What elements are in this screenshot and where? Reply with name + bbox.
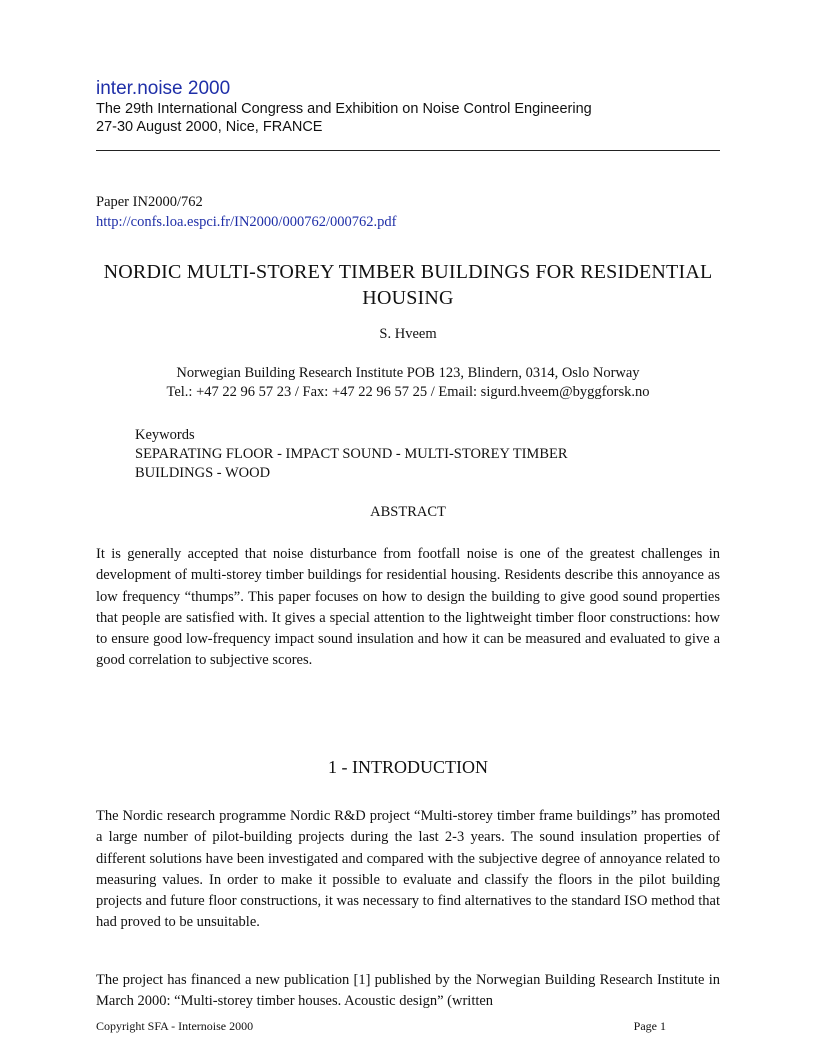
introduction-paragraph-2: The project has financed a new publication [1] published by the Norwegian Building Research Institute in March 2000: “Multi-storey timber houses. Acoustic design” (written — [96, 972, 720, 1010]
abstract-text: It is generally accepted that noise disturbance from footfall noise is one of the greatest challenges in development of multi-storey timber buildings for residential housing. Residents describe this annoyance as low frequency “thumps”. This paper focuses on how to design the building to give good sound properties that people are satisfied with. It gives a special attention to the lightweight timber floor constructions: how to ensure good low-frequency impact sound insulation and how it can be measured and evaluated to give a good correlation to subjective scores. — [96, 546, 720, 669]
header-divider — [96, 150, 720, 151]
conference-name: inter.noise 2000 — [96, 78, 231, 99]
paper-author: S. Hveem — [379, 326, 437, 342]
keywords-line-1: SEPARATING FLOOR - IMPACT SOUND - MULTI-STOREY TIMBER — [135, 446, 568, 462]
paper-title: NORDIC MULTI-STOREY TIMBER BUILDINGS FOR RESIDENTIAL HOUSING — [103, 261, 713, 309]
keywords-block — [135, 426, 695, 483]
conference-dates: 27-30 August 2000, Nice, FRANCE — [96, 119, 323, 135]
conference-subtitle: The 29th International Congress and Exhibition on Noise Control Engineering — [96, 101, 592, 117]
footer-page-number: Page 1 — [633, 1019, 666, 1033]
abstract-heading: ABSTRACT — [370, 504, 446, 520]
conference-header — [96, 78, 720, 136]
introduction-heading: 1 - INTRODUCTION — [328, 757, 488, 777]
footer-copyright: Copyright SFA - Internoise 2000 — [96, 1019, 254, 1033]
author-affiliation — [96, 364, 720, 402]
keywords-label: Keywords — [135, 427, 195, 443]
introduction-paragraph-1: The Nordic research programme Nordic R&D project “Multi-storey timber frame buildings” has promoted a large number of pilot-building projects during the last 2-3 years. The sound insulation properties of different solutions have been investigated and compared with the subjective degree of annoyance related to measuring values. In order to make it possible to evaluate and classify the floors in the pilot building projects and future floor constructions, it was necessary to find alternatives to the standard ISO method that had proved to be unsuitable. — [96, 808, 720, 931]
paper-id: Paper IN2000/762 — [96, 194, 203, 210]
keywords-line-2: BUILDINGS - WOOD — [135, 465, 271, 481]
affiliation-contact: Tel.: +47 22 96 57 23 / Fax: +47 22 96 57 25 / Email: sigurd.hveem@byggforsk.no — [166, 384, 650, 400]
paper-url-link[interactable]: http://confs.loa.espci.fr/IN2000/000762/000762.pdf — [96, 214, 397, 230]
affiliation-address: Norwegian Building Research Institute POB 123, Blindern, 0314, Oslo Norway — [176, 365, 640, 381]
